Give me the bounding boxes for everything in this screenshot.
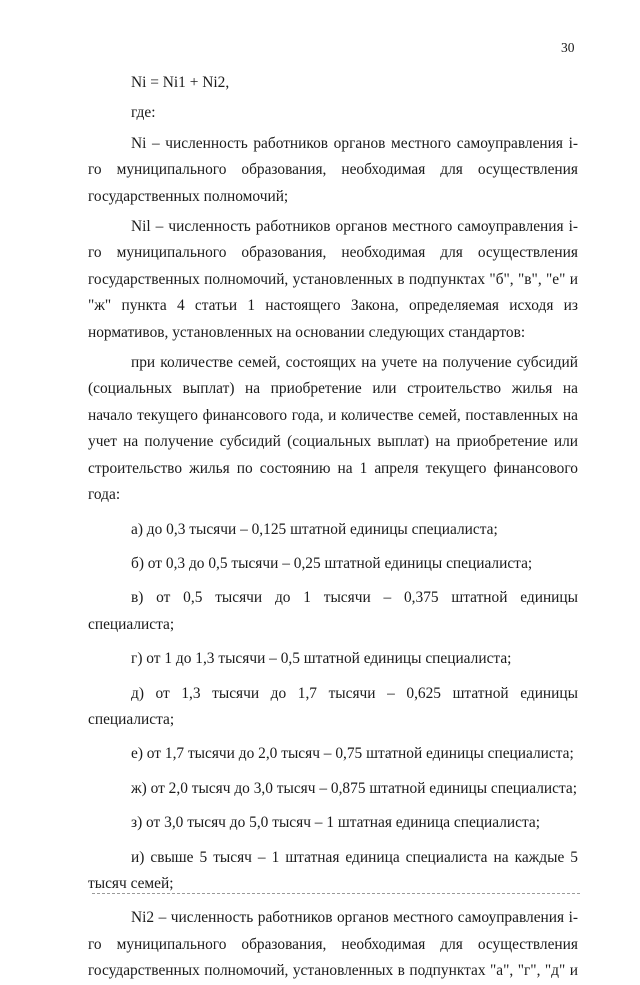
list-item: а) до 0,3 тысячи – 0,125 штатной единицы специалиста; <box>131 520 498 538</box>
list-item: ж) от 2,0 тысяч до 3,0 тысяч – 0,875 штатной единицы специалиста; <box>131 779 578 797</box>
list-item: е) от 1,7 тысячи до 2,0 тысяч – 0,75 штатной единицы специалиста; <box>131 745 574 763</box>
list-item: и) свыше 5 тысяч – 1 штатная единица специалиста на каждые 5 тысяч семей; <box>88 848 578 892</box>
list-item: д) от 1,3 тысячи до 1,7 тысячи – 0,625 штатной единицы специалиста; <box>88 684 578 728</box>
definition-ni2: Ni2 – численность работников органов местного самоуправления i-го муниципального образования, необходимая для осуществления государственных полномочий, установленных в подпунктах "а", "г", "д" и <box>88 909 578 980</box>
page-number: 30 <box>561 40 575 55</box>
standards-intro: при количестве семей, состоящих на учете на получение субсидий (социальных выплат) на приобретение или строительство жилья на начало текущего финансового года, и количестве семей, поставленных на учет на получение субсидий (социальных выплат) на приобретение или строительство жилья по состоянию на 1 апреля текущего финансового года: <box>88 354 578 504</box>
page-bottom-divider <box>92 893 580 894</box>
formula: Ni = Ni1 + Ni2, <box>131 74 230 91</box>
list-item: г) от 1 до 1,3 тысячи – 0,5 штатной единицы специалиста; <box>131 650 512 668</box>
definition-ni: Ni – численность работников органов местного самоуправления i-го муниципального образования, необходимая для осуществления государственных полномочий; <box>88 134 578 205</box>
definition-ni1: Nil – численность работников органов местного самоуправления i-го муниципального образования, необходимая для осуществления государственных полномочий, установленных в подпунктах "б", "в", "е" и "ж" пункта 4 статьи 1 настоящего Закона, определяемая исходя из нормативов, установленных на основании следующих стандартов: <box>88 218 578 341</box>
list-item: б) от 0,3 до 0,5 тысячи – 0,25 штатной единицы специалиста; <box>131 554 533 572</box>
list-item: з) от 3,0 тысяч до 5,0 тысяч – 1 штатная единица специалиста; <box>131 814 540 832</box>
where-label: где: <box>131 104 156 122</box>
document-body <box>88 70 578 985</box>
list-item: в) от 0,5 тысячи до 1 тысячи – 0,375 штатной единицы специалиста; <box>88 589 578 633</box>
